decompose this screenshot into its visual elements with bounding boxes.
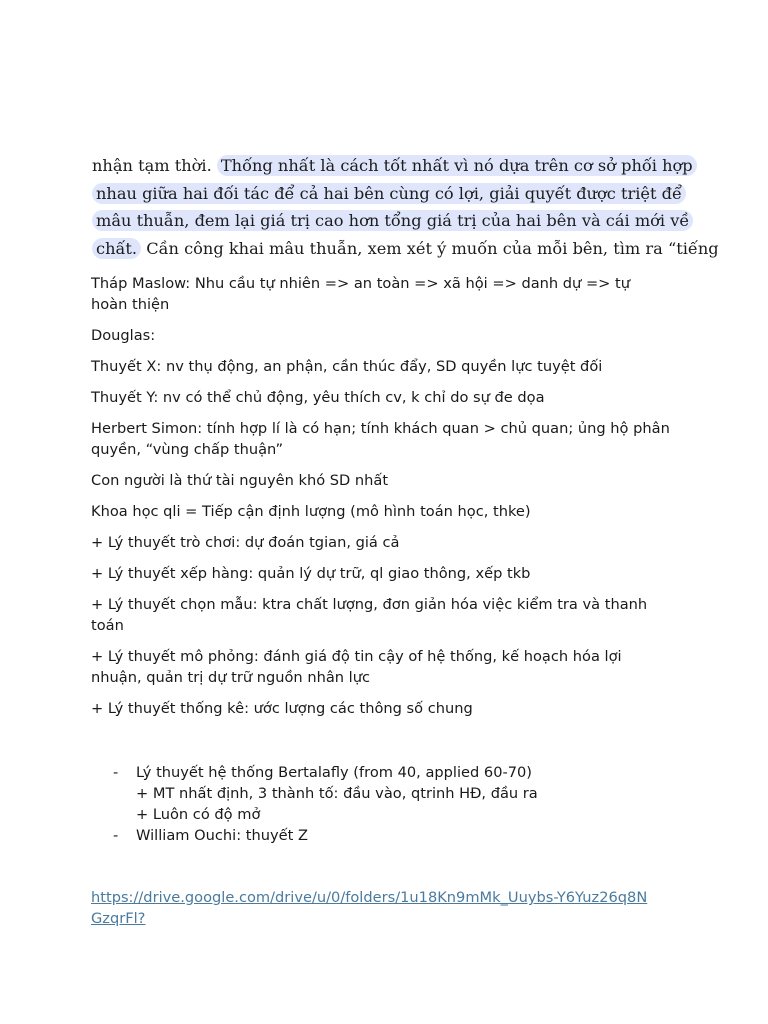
snippet-text: nhận tạm thời. [92,156,217,175]
note-paragraph: Khoa học qli = Tiếp cận định lượng (mô hình toán học, thke) [91,503,531,520]
snippet-line [92,180,682,208]
bullet-marker: - [113,827,119,844]
note-paragraph: Herbert Simon: tính hợp lí là có hạn; tính khách quan > chủ quan; ủng hộ phân quyền, “vùng chấp thuận” [91,420,670,458]
note-paragraph: Con người là thứ tài nguyên khó SD nhất [91,472,389,489]
bullet-subitem: + MT nhất định, 3 thành tố: đầu vào, qtrinh HĐ, đầu ra [136,785,538,802]
snippet-line [92,235,719,263]
drive-folder-link[interactable]: https://drive.google.com/drive/u/0/folders/1u18Kn9mMk_Uuybs-Y6Yuz26q8NGzqrFl? [91,889,648,927]
highlighted-text: Thống nhất là cách tốt nhất vì nó dựa trên cơ sở phối hợp [217,155,697,176]
note-paragraph: + Lý thuyết trò chơi: dự đoán tgian, giá cả [91,534,400,551]
snippet-line [92,152,693,180]
highlighted-text: mâu thuẫn, đem lại giá trị cao hơn tổng giá trị của hai bên và cái mới về [92,210,693,231]
note-paragraph: Thuyết Y: nv có thể chủ động, yêu thích cv, k chỉ do sự đe dọa [91,389,545,406]
bullet-marker: - [113,764,119,781]
snippet-text: Cần công khai mâu thuẫn, xem xét ý muốn của mỗi bên, tìm ra “tiếng [141,238,719,258]
note-paragraph: + Lý thuyết mô phỏng: đánh giá độ tin cậy of hệ thống, kế hoạch hóa lợi nhuận, quản trị dự trữ nguồn nhân lực [91,648,622,686]
note-paragraph: + Lý thuyết thống kê: ước lượng các thông số chung [91,700,473,717]
note-paragraph: + Lý thuyết chọn mẫu: ktra chất lượng, đơn giản hóa việc kiểm tra và thanh toán [91,596,648,634]
highlighted-text: chất. [92,238,141,259]
note-paragraph: Douglas: [91,327,156,344]
bullet-text: Lý thuyết hệ thống Bertalafly (from 40, applied 60-70) [136,764,533,781]
bullet-subitem: + Luôn có độ mở [136,806,261,823]
bullet-item [91,762,671,825]
note-paragraph: Thuyết X: nv thụ động, an phận, cần thúc đẩy, SD quyền lực tuyệt đối [91,358,603,375]
pasted-textbook-image [92,152,719,262]
bullet-item [91,825,671,846]
snippet-line [92,207,690,235]
note-paragraph: Tháp Maslow: Nhu cầu tự nhiên => an toàn => xã hội => danh dự => tự hoàn thiện [91,275,631,313]
bullet-text: William Ouchi: thuyết Z [136,827,308,844]
highlighted-text: nhau giữa hai đối tác để cả hai bên cùng có lợi, giải quyết được triệt để [92,183,686,204]
bullet-list [91,762,671,846]
notes-section [91,273,671,729]
note-paragraph: + Lý thuyết xếp hàng: quản lý dự trữ, ql giao thông, xếp tkb [91,565,531,582]
